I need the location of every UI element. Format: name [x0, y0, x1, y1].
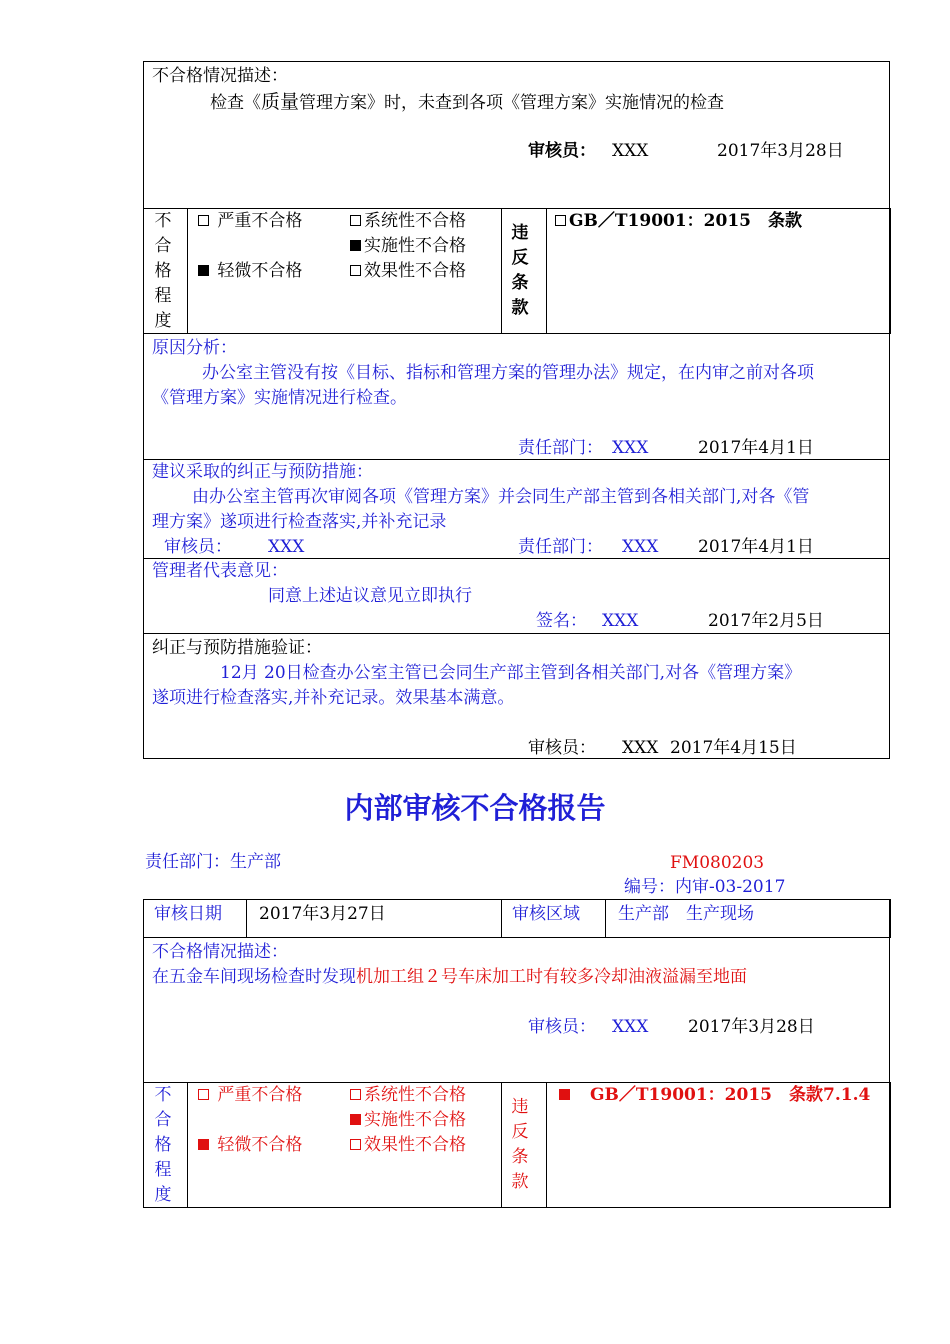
cause-line-1: 办公室主管没有按《目标、指标和管理方案的管理办法》规定，在内审之前对各项	[202, 363, 814, 383]
auditor-name: XXX	[612, 141, 649, 161]
implementation-checkbox-icon	[350, 240, 361, 251]
verification-date: 2017年4月15日	[670, 738, 797, 758]
auditor-name-2: XXX	[612, 1017, 649, 1037]
systemic-checkbox-icon-2	[350, 1089, 361, 1100]
severe-checkbox-icon-2	[198, 1089, 209, 1100]
clause-checkbox-icon-2	[559, 1089, 570, 1100]
degree-options-cell-2	[187, 1082, 502, 1208]
description-label: 不合格情况描述：	[152, 66, 288, 86]
verification-label: 纠正与预防措施验证：	[152, 638, 322, 658]
sign-name: XXX	[602, 611, 639, 631]
cause-cell	[143, 333, 890, 460]
verification-auditor: XXX	[622, 738, 659, 758]
nonconformity-table-2	[143, 899, 890, 1208]
measures-dept: XXX	[622, 537, 659, 557]
audit-date-value: 2017年3月27日	[259, 904, 386, 924]
systemic-option: 系统性不合格	[350, 209, 466, 234]
audit-date-label: 审核日期	[154, 904, 222, 924]
description-cell-2	[143, 937, 890, 1083]
severe-option: 严重不合格	[198, 209, 302, 234]
severe-checkbox-icon	[198, 215, 209, 226]
cause-label: 原因分析：	[152, 338, 237, 358]
audit-area-value: 生产部 生产现场	[618, 904, 754, 924]
description-label-2: 不合格情况描述：	[152, 942, 288, 962]
description-text: 检查《质量管理方案》时，未查到各项《管理方案》实施情况的检查	[210, 91, 725, 113]
cause-dept: XXX	[612, 438, 649, 458]
violation-label-cell	[501, 208, 547, 334]
clause-cell	[546, 208, 891, 334]
verification-line-1: 12月 20日检查办公室主管已会同生产部主管到各相关部门,对各《管理方案》	[220, 663, 802, 683]
effectiveness-checkbox-icon	[350, 265, 361, 276]
auditor-label: 审核员：	[528, 141, 596, 161]
verification-auditor-label: 审核员：	[528, 738, 596, 758]
severe-option-2: 严重不合格	[198, 1083, 302, 1108]
minor-checkbox-icon	[198, 265, 209, 276]
audit-date-value-cell	[246, 899, 502, 938]
clause-cell-2	[546, 1082, 891, 1208]
responsible-dept: 责任部门：生产部	[145, 852, 281, 872]
audit-date-label-cell	[143, 899, 247, 938]
degree-label-cell-2	[143, 1082, 188, 1208]
auditor-date-2: 2017年3月28日	[688, 1017, 815, 1037]
clause-text-2: GB／T19001：2015 条款7.1.4	[559, 1083, 870, 1108]
cause-date: 2017年4月1日	[698, 438, 814, 458]
measures-line-2: 理方案》遂项进行检查落实,并补充记录	[152, 512, 447, 532]
measures-date: 2017年4月1日	[698, 537, 814, 557]
report-number: 编号：内审-03-2017	[624, 877, 786, 897]
implementation-checkbox-icon-2	[350, 1114, 361, 1125]
measures-label: 建议采取的纠正与预防措施：	[152, 462, 373, 482]
effectiveness-option-2: 效果性不合格	[350, 1133, 466, 1158]
report-title: 内部审核不合格报告	[344, 791, 606, 825]
rep-opinion-cell	[143, 558, 890, 634]
auditor-label-2: 审核员：	[528, 1017, 596, 1037]
form-code: FM080203	[670, 853, 765, 873]
degree-label: 不 合 格 程 度	[154, 211, 172, 331]
measures-cell	[143, 459, 890, 559]
clause-text: GB／T19001：2015 条款	[555, 209, 802, 234]
description-text-2: 在五金车间现场检查时发现机加工组２号车床加工时有较多冷却油液溢漏至地面	[152, 967, 747, 987]
audit-area-label: 审核区域	[512, 904, 580, 924]
clause-checkbox-icon	[555, 215, 566, 226]
description-cell	[143, 61, 890, 209]
sign-label: 签名：	[536, 611, 587, 631]
measures-dept-label: 责任部门：	[518, 537, 603, 557]
violation-label-cell-2	[501, 1082, 547, 1208]
implementation-option: 实施性不合格	[350, 234, 466, 259]
effectiveness-checkbox-icon-2	[350, 1139, 361, 1150]
audit-area-label-cell	[501, 899, 606, 938]
effectiveness-option: 效果性不合格	[350, 259, 466, 284]
systemic-option-2: 系统性不合格	[350, 1083, 466, 1108]
degree-label-2: 不 合 格 程 度	[154, 1085, 172, 1205]
violation-label: 违 反 条 款	[511, 223, 529, 318]
nonconformity-table-1	[143, 61, 890, 759]
degree-options-cell	[187, 208, 502, 334]
auditor-date: 2017年3月28日	[717, 141, 844, 161]
minor-option: 轻微不合格	[198, 259, 302, 284]
verification-cell	[143, 633, 890, 759]
rep-opinion-text: 同意上述迠议意见立即执行	[268, 586, 472, 606]
cause-line-2: 《管理方案》实施情况进行检查。	[152, 388, 407, 408]
violation-label-2: 违 反 条 款	[511, 1097, 529, 1192]
minor-option-2: 轻微不合格	[198, 1133, 302, 1158]
minor-checkbox-icon-2	[198, 1139, 209, 1150]
verification-line-2: 遂项进行检查落实,并补充记录。效果基本满意。	[152, 688, 515, 708]
implementation-option-2: 实施性不合格	[350, 1108, 466, 1133]
sign-date: 2017年2月5日	[708, 611, 824, 631]
measures-auditor: XXX	[268, 537, 305, 557]
measures-auditor-label: 审核员：	[164, 537, 232, 557]
measures-line-1: 由办公室主管再次审阅各项《管理方案》并会同生产部主管到各相关部门,对各《管	[192, 487, 810, 507]
rep-opinion-label: 管理者代表意见：	[152, 561, 288, 581]
cause-dept-label: 责任部门：	[518, 438, 603, 458]
audit-area-value-cell	[605, 899, 891, 938]
systemic-checkbox-icon	[350, 215, 361, 226]
degree-label-cell	[143, 208, 188, 334]
